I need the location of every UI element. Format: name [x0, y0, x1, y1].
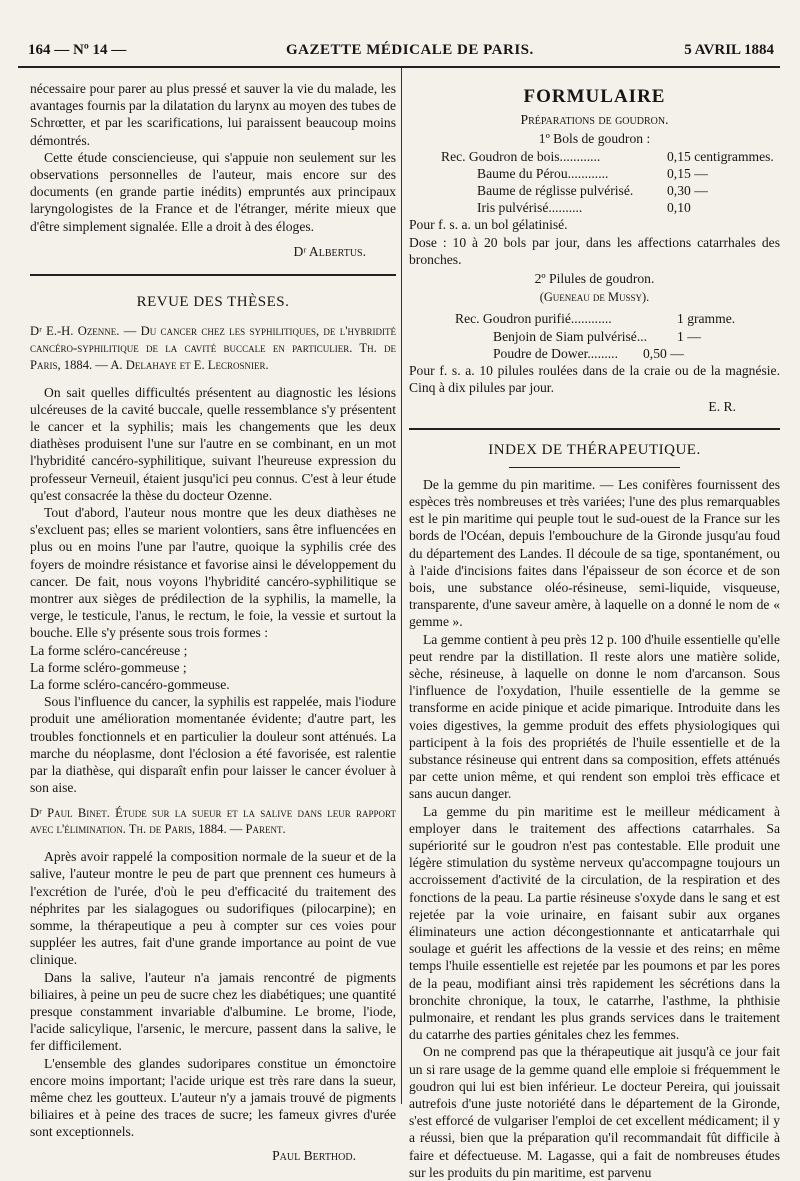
pilules-title: 2º Pilules de goudron. [534, 270, 655, 286]
pilules-author: (Gueneau de Mussy). [539, 290, 650, 305]
recipe-note: Pour f. s. a. un bol gélatinisé. [409, 217, 568, 233]
ingredient-name: Baume de réglisse pulvérisé. [477, 182, 634, 198]
formulaire-subtitle: Préparations de goudron. [520, 112, 669, 128]
albertus-signature: Dʳ Albertus. [293, 243, 366, 259]
formulaire-signature: E. R. [708, 399, 736, 415]
revue-title: REVUE DES THÈSES. [136, 294, 290, 311]
section-rule [30, 274, 396, 276]
ingredient-name: Rec. Goudron purifié............ [455, 311, 612, 327]
thesis-heading: Dʳ E.-H. Ozenne. — Du cancer chez les syphilitiques, de l'hybridité cancéro-syphilitique de la cavité buccale en particulier. Th. de Paris, 1884. — A. Delahaye et E. Lecrosnier. [30, 324, 396, 372]
thesis-paragraph: Dans la salive, l'auteur n'a jamais rencontré de pigments biliaires, à peine un peu de sucre chez les diabétiques; une quantité presque constamment invariable d'albumine. Le brome, l'iode, l'acide salicylique, l'arsenic, le mercure, passent dans la salive, le fer difficilement. [30, 969, 396, 1054]
ingredient-qty: 0,10 [667, 200, 691, 216]
ingredient-qty: 0,30 — [667, 182, 708, 198]
ingredient-qty: 0,15 — [667, 165, 708, 181]
thesis-paragraph: L'ensemble des glandes sudoripares constitue un émonctoire encore moins important; l'acide urique est très rare dans la sueur, même chez les goutteux. L'auteur n'y a jamais trouvé de pigments biliaires et à peine des traces de sucre; les fameux givres d'urée sont exceptionnels. [30, 1055, 396, 1140]
ingredient-qty: 1 gramme. [677, 311, 736, 327]
intro-paragraph: nécessaire pour parer au plus pressé et sauver la vie du malade, les avantages fournis par la dilatation du larynx au moyen des tubes de Schrœtter, et par les scarifications, lui paraissent beaucoup moins démontrés. [30, 81, 396, 148]
berthod-signature: Paul Berthod. [272, 1147, 356, 1163]
thesis-paragraph: Sous l'influence du cancer, la syphilis est rappelée, mais l'iodure produit une amélioration momentanée évidente; d'autre part, les troubles fonctionnels et en particulier la douleur sont atténués. La marche du néoplasme, dont l'éclosion a été favorisée, est ralentie par la diathèse, qui disparaît enfin pour laisser le cancer évoluer à son aise. [30, 694, 396, 796]
title-underline [509, 467, 680, 468]
index-paragraph: La gemme contient à peu près 12 p. 100 d'huile essentielle qu'elle peut rendre par la distillation. Il reste alors une matière solide, sèche, résineuse, à laquelle on donne le nom d'arcanson. Sous l'influence de l'oxydation, l'huile essentielle de la gemme se transforme en acide pinique et acide pimarique. Introduite dans les voies digestives, la gemme produit des effets physiologiques qui participent à la fois des propriétés de l'huile essentielle et de la substance résineuse qui entrent dans sa composition, effets atténués par cette union même, et qui rendent son emploi très efficace et sans aucun danger. [409, 631, 780, 802]
intro-paragraph: Cette étude consciencieuse, qui s'appuie non seulement sur les observations personnelles de l'auteur, mais encore sur des documents (en grande partie inédits) empruntés aux principaux laryngologistes de la France et de l'étranger, mérite mieux que d'être simplement signalée. Elle a droit à des éloges. [30, 149, 396, 234]
thesis-paragraph: Tout d'abord, l'auteur nous montre que les deux diathèses ne s'excluent pas; elles se marient volontiers, sans être influencées en plus ou en moins l'une par l'autre, quoique la syphilis crée des foyers de moindre résistance et favorise ainsi le développement du cancer. De fait, nous voyons l'hybridité cancéro-syphilitique se montrer aux sièges de prédilection de la syphilis, la mamelle, la verge, le testicule, l'anus, le rectum, le foie, la vessie et surtout la bouche. Elle s'y présente sous trois formes : [30, 505, 396, 641]
right-column [409, 80, 780, 1181]
ingredient-qty: 1 — [677, 328, 701, 344]
form-item: La forme scléro-cancéreuse ; [30, 642, 188, 658]
index-paragraph: On ne comprend pas que la thérapeutique ait jusqu'à ce jour fait un si rare usage de la gemme quand elle emploie si fréquemment le goudron qui lui est bien inférieur. Le docteur Pereira, qui jouissait autrefois d'une juste notoriété dans le département de la Gironde, s'est efforcé de vulgariser l'emploi de cet excellent médicament; il y a réussi, bien que la préparation qu'il recommandait fût difficile à faire et défectueuse. M. Lagasse, qui a fait de nombreuses études sur les produits du pin maritime, est parvenu [409, 1044, 780, 1180]
recipe-line [441, 165, 780, 182]
index-title: INDEX DE THÉRAPEUTIQUE. [488, 441, 701, 458]
left-column [30, 80, 396, 1164]
issue-date: 5 AVRIL 1884 [684, 42, 774, 58]
form-item: La forme scléro-cancéro-gommeuse. [30, 677, 230, 693]
form-item: La forme scléro-gommeuse ; [30, 659, 187, 675]
header-rule [18, 66, 780, 68]
recipe-line [441, 148, 780, 165]
recipe-line [455, 328, 780, 345]
ingredient-name: Baume du Pérou............ [477, 165, 609, 181]
recipe-line [441, 182, 780, 199]
ingredient-qty: 0,15 centigrammes. [667, 148, 774, 164]
section-rule [409, 428, 780, 430]
recipe-note: Pour f. s. a. 10 pilules roulées dans de la craie ou de la magnésie. Cinq à dix pilules par jour. [409, 362, 780, 396]
recipe-note: Dose : 10 à 20 bols par jour, dans les affections catarrhales des bronches. [409, 234, 780, 267]
journal-title: GAZETTE MÉDICALE DE PARIS. [286, 42, 534, 58]
bols-title: 1º Bols de goudron : [538, 131, 651, 147]
column-divider [401, 68, 402, 1104]
bols-recipe [441, 148, 780, 217]
ingredient-name: Benjoin de Siam pulvérisé... [493, 328, 648, 344]
ingredient-name: Rec. Goudron de bois............ [441, 148, 601, 164]
thesis-paragraph: Après avoir rappelé la composition normale de la sueur et de la salive, l'auteur montre le peu de part que prennent ces humeurs à l'excrétion de l'urée, d'où le peu d'efficacité du traitement des néphrites par les sialagogues ou sudorifiques (pilocarpine); en somme, la thérapeutique a peu à compter sur ces voies pour suppléer les autres, fait d'une grande importance au point de vue clinique. [30, 849, 396, 968]
ingredient-name: Poudre de Dower......... [493, 345, 618, 361]
page-number: 164 — Nº 14 — [28, 42, 127, 58]
ingredient-name: Iris pulvérisé.......... [477, 200, 583, 216]
index-paragraph: La gemme du pin maritime est le meilleur médicament à employer dans le traitement des affections catarrhales. Sa supériorité sur le goudron n'est pas contestable. Elle produit une légère stimulation du système nerveux qu'accompagne toujours un accroissement d'activité de la circulation, de la respiration et des fonctions de la peau. La partie résineuse s'oxyde dans le sang et est rejetée par la voie urinaire, en faisant subir aux organes éliminateurs une action décongestionnante et anticatarrhale qui soulage et guérit les affections de la vessie et des reins; en même temps l'huile essentielle est rejetée par les poumons et par les pores de la peau, modifiant ainsi très rapidement les sécrétions dans la bronchite chronique, la toux, le catarrhe, l'asthme, la phthisie pulmonaire, et rendant les plus grands services dans le traitement du catarrhe des parties génitales chez les femmes. [409, 803, 780, 1043]
page-header [28, 42, 780, 66]
thesis-paragraph: On sait quelles difficultés présentent au diagnostic les lésions ulcéreuses de la cavité buccale, quelle ressemblance s'y présentent le cancer et la syphilis; mais les changements que les deux diathèses produisent l'une sur l'autre en se combinant, en un mot l'hybridité cancéro-syphilitique, suivant l'heureuse expression du professeur Verneuil, étaient jusqu'ici peu connus. C'est à leur étude qu'est consacrée la thèse du docteur Ozenne. [30, 384, 396, 503]
formulaire-title: FORMULAIRE [523, 86, 666, 107]
thesis-heading: Dʳ Paul Binet. Étude sur la sueur et la salive dans leur rapport avec l'élimination. Th. de Paris, 1884. — Parent. [30, 805, 396, 837]
recipe-line [441, 199, 780, 216]
recipe-line [455, 345, 780, 362]
index-paragraph: De la gemme du pin maritime. — Les conifères fournissent des espèces très nombreuses et très variées; l'une des plus remarquables est le pin maritime qui peuple tout le sud-ouest de la France sur les bords de l'Océan, depuis l'embouchure de la Gironde jusqu'au foud du département des Landes. Il découle de sa tige, spontanément, ou à l'aide d'incisions faites dans l'épaisseur de son écorce et de son bois, une substance oléo-résineuse, semi-liquide, visqueuse, transparente, d'une saveur amère, à laquelle on a donné le nom de « gemme ». [409, 476, 780, 630]
pilules-recipe [455, 310, 780, 362]
ingredient-qty: 0,50 — [643, 345, 684, 361]
recipe-line [455, 310, 780, 327]
